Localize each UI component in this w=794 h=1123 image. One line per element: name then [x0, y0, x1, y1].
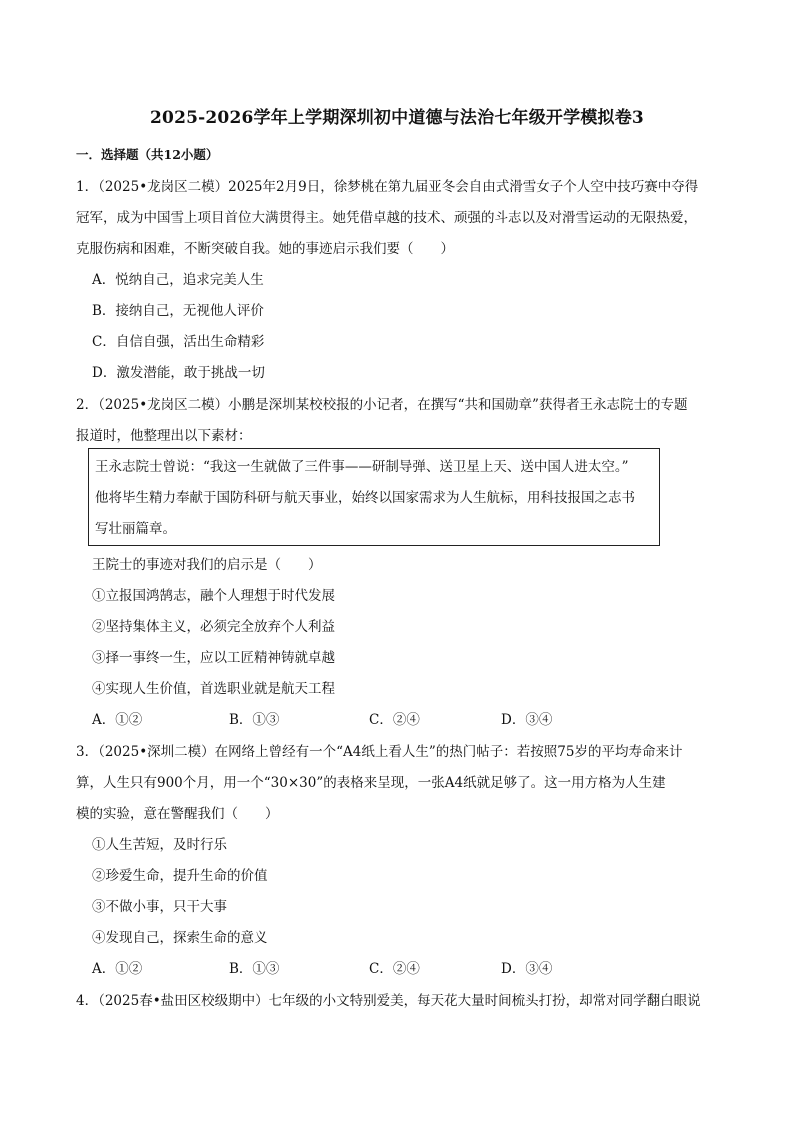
q1-line-2: 冠军，成为中国雪上项目首位大满贯得主。她凭借卓越的技术、顽强的斗志以及对滑雪运动的无限热爱， [76, 210, 697, 226]
q3-item-1: ①人生苦短，及时行乐 [92, 837, 227, 853]
q2-item-2: ②坚持集体主义，必须完全放弃个人利益 [92, 619, 335, 635]
q1-option-c: C．自信自强，活出生命精彩 [92, 334, 265, 350]
q3-item-4: ④发现自己，探索生命的意义 [92, 930, 268, 946]
q2-line-2: 报道时，他整理出以下素材： [76, 428, 252, 444]
q2-item-3: ③择一事终一生，应以工匠精神铸就卓越 [92, 650, 335, 666]
q3-choice-d: D．③④ [501, 961, 553, 977]
q2-choice-d: D．③④ [501, 712, 553, 728]
section-heading: 一．选择题（共12小题） [76, 147, 219, 162]
q3-choice-b: B．①③ [229, 961, 280, 977]
q1-option-a: A．悦纳自己，追求完美人生 [92, 272, 264, 288]
q3-item-2: ②珍爱生命，提升生命的价值 [92, 868, 268, 884]
q3-choice-c: C．②④ [369, 961, 420, 977]
q1-line-3: 克服伤病和困难，不断突破自我。她的事迹启示我们要（ ） [76, 241, 454, 257]
q2-line-1: 2．（2025•龙岗区二模）小鹏是深圳某校校报的小记者，在撰写“共和国勋章”获得者王永志院士的专题 [76, 397, 688, 413]
q4-line-1: 4．（2025春•盐田区校级期中）七年级的小文特别爱美，每天花大量时间梳头打扮，却常对同学翻白眼说 [76, 993, 701, 1009]
q2-item-4: ④实现人生价值，首选职业就是航天工程 [92, 681, 335, 697]
q2-box-line-3: 写壮丽篇章。 [95, 521, 176, 537]
q3-item-3: ③不做小事，只干大事 [92, 899, 227, 915]
document-title: 2025-2026学年上学期深圳初中道德与法治七年级开学模拟卷3 [150, 108, 644, 128]
q1-line-1: 1．（2025•龙岗区二模）2025年2月9日，徐梦桃在第九届亚冬会自由式滑雪女子个人空中技巧赛中夺得 [76, 179, 699, 195]
q3-line-2: 算，人生只有900个月，用一个“30×30”的表格来呈现，一张A4纸就足够了。这一用方格为人生建 [76, 775, 666, 791]
q2-choice-b: B．①③ [229, 712, 280, 728]
q1-option-d: D．激发潜能，敢于挑战一切 [92, 365, 265, 381]
q1-option-b: B．接纳自己，无视他人评价 [92, 303, 264, 319]
q3-choice-a: A．①② [92, 961, 143, 977]
q2-material-box [88, 448, 660, 546]
q2-stem: 王院士的事迹对我们的启示是（ ） [92, 557, 322, 573]
q2-box-line-1: 王永志院士曾说：“我这一生就做了三件事——研制导弹、送卫星上天、送中国人进太空。” [95, 459, 629, 475]
q3-line-1: 3．（2025•深圳二模）在网络上曾经有一个“A4纸上看人生”的热门帖子：若按照75岁的平均寿命来计 [76, 744, 683, 760]
q3-line-3: 模的实验，意在警醒我们（ ） [76, 806, 279, 822]
q2-item-1: ①立报国鸿鹄志，融个人理想于时代发展 [92, 588, 335, 604]
q2-choice-c: C．②④ [369, 712, 420, 728]
q2-box-line-2: 他将毕生精力奉献于国防科研与航天事业，始终以国家需求为人生航标，用科技报国之志书 [95, 490, 635, 506]
q2-choice-a: A．①② [92, 712, 143, 728]
